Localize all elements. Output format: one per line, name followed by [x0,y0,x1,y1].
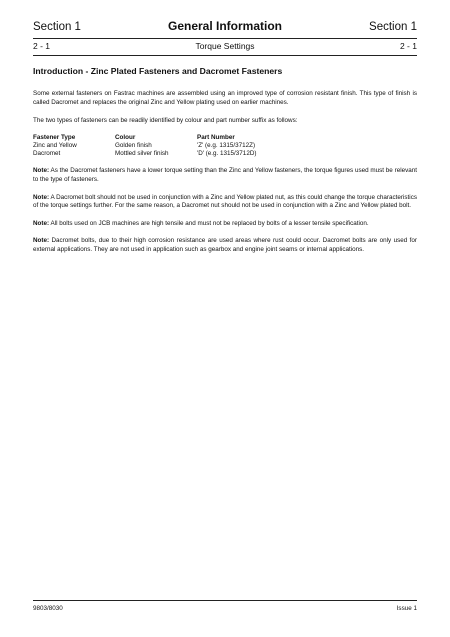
note-paragraph [33,220,417,229]
fastener-table [33,134,417,158]
table-header-cell: Colour [115,134,136,142]
header-divider [33,38,417,39]
page-number-left: 2 - 1 [33,41,51,51]
note-paragraph [33,194,417,211]
page-footer [33,605,417,612]
document-page [33,0,417,637]
page-header [33,19,417,37]
subheader-divider [33,55,417,56]
table-cell: 'D' (e.g. 1315/3712D) [197,150,257,158]
page-subheader [33,41,417,53]
table-cell: 'Z' (e.g. 1315/3712Z) [197,142,256,150]
note-paragraph [33,237,417,254]
table-row [33,142,417,150]
page-subtitle: Torque Settings [195,41,255,51]
page-number-right: 2 - 1 [399,41,417,51]
issue-label: Issue 1 [396,605,417,612]
note-text: Dacromet bolts, due to their high corrosion resistance are used areas where rust could occur. Dacromet bolts are only used for external applications. They are not used in application such as gearbox and engine joint seams or internal applications. [33,237,417,253]
table-header-cell: Part Number [197,134,235,142]
table-cell: Golden finish [115,142,152,150]
note-label: Note: [33,193,50,201]
note-text: All bolts used on JCB machines are high tensile and must not be replaced by bolts of a lesser tensile specification. [49,219,369,227]
table-cell: Mottled silver finish [115,150,169,158]
identify-paragraph: The two types of fasteners can be readily identified by colour and part number suffix as follows: [33,116,298,124]
page-title: General Information [167,19,283,33]
note-paragraph [33,167,417,184]
note-text: As the Dacromet fasteners have a lower torque setting than the Zinc and Yellow fasteners, the torque figures used must be relevant to the type of fasteners. [33,167,417,183]
table-cell: Dacromet [33,150,61,158]
footer-divider [33,600,417,601]
section-heading: Introduction - Zinc Plated Fasteners and Dacromet Fasteners [33,66,283,76]
note-label: Note: [33,167,50,175]
note-label: Note: [33,237,50,245]
table-header-cell: Fastener Type [33,134,76,142]
table-cell: Zinc and Yellow [33,142,77,150]
section-label-right: Section 1 [369,21,417,33]
intro-paragraph: Some external fasteners on Fastrac machines are assembled using an improved type of corrosion resistant finish. This type of finish is called Dacromet and replaces the original Zinc and Yellow plating used on earlier machines. [33,90,417,106]
page-content [33,66,417,264]
document-number: 9803/8030 [33,605,63,612]
table-header-row [33,134,417,142]
note-label: Note: [33,219,50,227]
section-label-left: Section 1 [33,21,81,33]
note-text: A Dacromet bolt should not be used in conjunction with a Zinc and Yellow plated nut, as this could change the torque characteristics of the torque settings further. For the same reason, a Dacromet nut should not be used in conjunction with a Zinc and Yellow plated bolt. [33,193,417,210]
table-row [33,150,417,158]
